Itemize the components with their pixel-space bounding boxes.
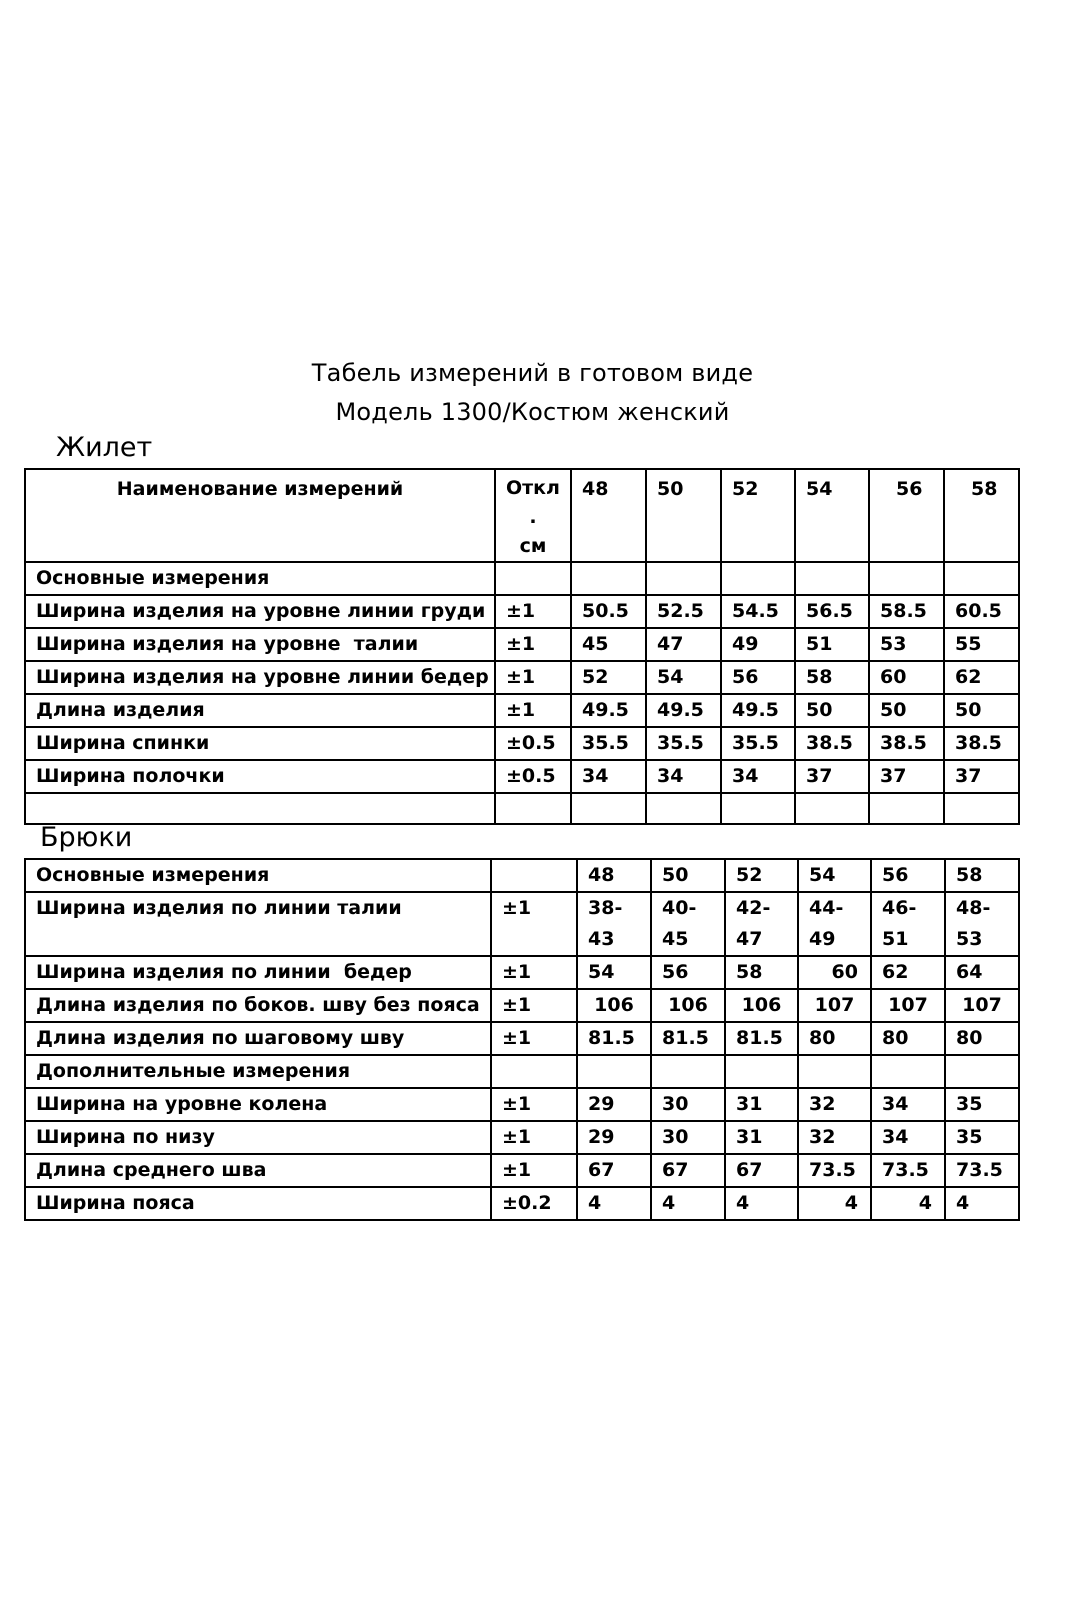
range-start: 44- [809,897,844,919]
size-header: 58 [945,859,1019,892]
size-value: 50 [795,694,869,727]
tolerance-value: ±1 [495,628,571,661]
size-value: 81.5 [577,1022,651,1055]
size-value-range [945,892,1019,956]
range-end: 47 [736,928,763,950]
size-value: 4 [725,1187,798,1220]
measurement-name: Ширина по низу [25,1121,491,1154]
tolerance-value: ±0.5 [495,727,571,760]
tolerance-value: ±1 [491,1088,577,1121]
size-value: 47 [646,628,721,661]
measurement-name: Длина среднего шва [25,1154,491,1187]
size-value: 53 [869,628,944,661]
size-header: 50 [651,859,725,892]
tolerance-dot: . [529,506,537,528]
document-subtitle: Модель 1300/Костюм женский [335,398,730,426]
size-value: 49 [721,628,795,661]
size-value: 31 [725,1121,798,1154]
range-end: 51 [882,928,909,950]
size-value: 49.5 [571,694,646,727]
size-value: 32 [798,1121,871,1154]
table-row [25,1187,1019,1220]
tolerance-value: ±0.2 [491,1187,577,1220]
size-header: 48 [571,469,646,562]
range-start: 46- [882,897,917,919]
size-header: 48 [577,859,651,892]
size-value: 34 [871,1121,945,1154]
range-end: 43 [588,928,615,950]
pants-section-title: Брюки [40,822,133,853]
size-value: 56 [651,956,725,989]
size-value: 4 [945,1187,1019,1220]
range-start: 38- [588,897,623,919]
size-value: 50.5 [571,595,646,628]
table-row [25,956,1019,989]
pants-header-row [25,859,1019,892]
size-value: 51 [795,628,869,661]
size-value: 4 [651,1187,725,1220]
size-header: 56 [869,469,944,562]
size-value: 67 [577,1154,651,1187]
measurement-name: Ширина пояса [25,1187,491,1220]
size-value: 80 [945,1022,1019,1055]
size-value: 35.5 [571,727,646,760]
measurement-name: Длина изделия по шаговому шву [25,1022,491,1055]
size-value: 4 [798,1187,871,1220]
measurement-name: Ширина изделия на уровне талии [25,628,495,661]
measurement-name: Ширина изделия на уровне линии груди [25,595,495,628]
size-value: 54 [646,661,721,694]
size-value: 32 [798,1088,871,1121]
size-value: 38.5 [944,727,1019,760]
pants-group-row [25,1055,1019,1088]
size-value: 34 [571,760,646,793]
range-end: 53 [956,928,983,950]
size-value: 81.5 [651,1022,725,1055]
size-value-range [798,892,871,956]
size-value: 35.5 [721,727,795,760]
vest-measurements-table [24,468,1020,825]
size-value: 29 [577,1121,651,1154]
size-value: 52.5 [646,595,721,628]
measurement-name: Ширина изделия по линии талии [25,892,491,956]
size-value: 50 [944,694,1019,727]
tolerance-value: ±1 [491,1154,577,1187]
size-value: 4 [871,1187,945,1220]
measurement-name: Ширина изделия по линии бедер [25,956,491,989]
tolerance-value: ±1 [491,1121,577,1154]
table-row [25,661,1019,694]
range-end: 49 [809,928,836,950]
tolerance-value: ±0.5 [495,760,571,793]
measurement-name: Длина изделия по боков. шву без пояса [25,989,491,1022]
tolerance-value: ±1 [491,1022,577,1055]
size-value: 35.5 [646,727,721,760]
size-value: 107 [945,989,1019,1022]
size-value: 30 [651,1088,725,1121]
table-row [25,760,1019,793]
tolerance-unit: см [519,535,547,557]
size-value: 31 [725,1088,798,1121]
size-value: 107 [871,989,945,1022]
size-value: 55 [944,628,1019,661]
table-row [25,694,1019,727]
size-value: 49.5 [721,694,795,727]
measurement-name: Длина изделия [25,694,495,727]
size-value: 34 [871,1088,945,1121]
size-value: 80 [798,1022,871,1055]
size-value: 56.5 [795,595,869,628]
size-value: 35 [945,1121,1019,1154]
tolerance-value: ±1 [491,892,577,956]
size-value: 34 [721,760,795,793]
size-header: 50 [646,469,721,562]
size-value: 60.5 [944,595,1019,628]
size-value: 34 [646,760,721,793]
vest-header-row [25,469,1019,562]
measurement-name: Ширина спинки [25,727,495,760]
vest-group-row [25,562,1019,595]
size-value: 67 [651,1154,725,1187]
table-row [25,989,1019,1022]
size-value: 60 [869,661,944,694]
table-row [25,892,1019,956]
size-value: 73.5 [798,1154,871,1187]
size-value: 30 [651,1121,725,1154]
size-header: 56 [871,859,945,892]
measurement-name: Ширина изделия на уровне линии бедер [25,661,495,694]
table-row [25,1121,1019,1154]
table-row [25,595,1019,628]
size-header: 58 [944,469,1019,562]
tolerance-value: ±1 [495,661,571,694]
size-value: 58 [795,661,869,694]
table-row [25,628,1019,661]
size-value: 64 [945,956,1019,989]
pants-measurements-table [24,858,1020,1221]
size-header: 54 [798,859,871,892]
size-value: 58 [725,956,798,989]
size-value: 67 [725,1154,798,1187]
size-value: 37 [869,760,944,793]
size-value: 81.5 [725,1022,798,1055]
size-value: 106 [725,989,798,1022]
size-value: 106 [577,989,651,1022]
range-end: 45 [662,928,689,950]
tolerance-value: ±1 [495,694,571,727]
size-value: 37 [795,760,869,793]
size-value: 37 [944,760,1019,793]
size-value: 60 [798,956,871,989]
table-row [25,1154,1019,1187]
vest-section-title: Жилет [56,432,153,463]
header-name-cell: Наименование измерений [25,469,495,562]
size-value: 45 [571,628,646,661]
size-value: 80 [871,1022,945,1055]
group-label: Основные измерения [25,859,491,892]
size-value: 73.5 [871,1154,945,1187]
tolerance-value: ±1 [491,956,577,989]
size-header: 54 [795,469,869,562]
range-start: 48- [956,897,991,919]
size-value-range [871,892,945,956]
size-value: 58.5 [869,595,944,628]
size-value: 52 [571,661,646,694]
size-value: 38.5 [869,727,944,760]
size-value: 38.5 [795,727,869,760]
tolerance-value: ±1 [495,595,571,628]
tolerance-value: ±1 [491,989,577,1022]
size-value: 56 [721,661,795,694]
table-row [25,1088,1019,1121]
group-label: Дополнительные измерения [25,1055,491,1088]
measurement-name: Ширина полочки [25,760,495,793]
document-title: Табель измерений в готовом виде [311,359,754,387]
size-value: 49.5 [646,694,721,727]
size-value: 62 [944,661,1019,694]
size-value: 73.5 [945,1154,1019,1187]
range-start: 42- [736,897,771,919]
size-value: 50 [869,694,944,727]
size-header: 52 [725,859,798,892]
size-value: 35 [945,1088,1019,1121]
group-label: Основные измерения [25,562,495,595]
range-start: 40- [662,897,697,919]
size-value: 29 [577,1088,651,1121]
empty-row [25,793,1019,824]
size-value-range [725,892,798,956]
header-tolerance-cell [495,469,571,562]
table-row [25,1022,1019,1055]
size-value: 106 [651,989,725,1022]
size-value: 54.5 [721,595,795,628]
measurement-name: Ширина на уровне колена [25,1088,491,1121]
size-value: 62 [871,956,945,989]
size-value: 107 [798,989,871,1022]
table-row [25,727,1019,760]
size-value: 4 [577,1187,651,1220]
size-value-range [651,892,725,956]
tolerance-label: Откл [506,477,560,499]
size-value: 54 [577,956,651,989]
size-header: 52 [721,469,795,562]
size-value-range [577,892,651,956]
